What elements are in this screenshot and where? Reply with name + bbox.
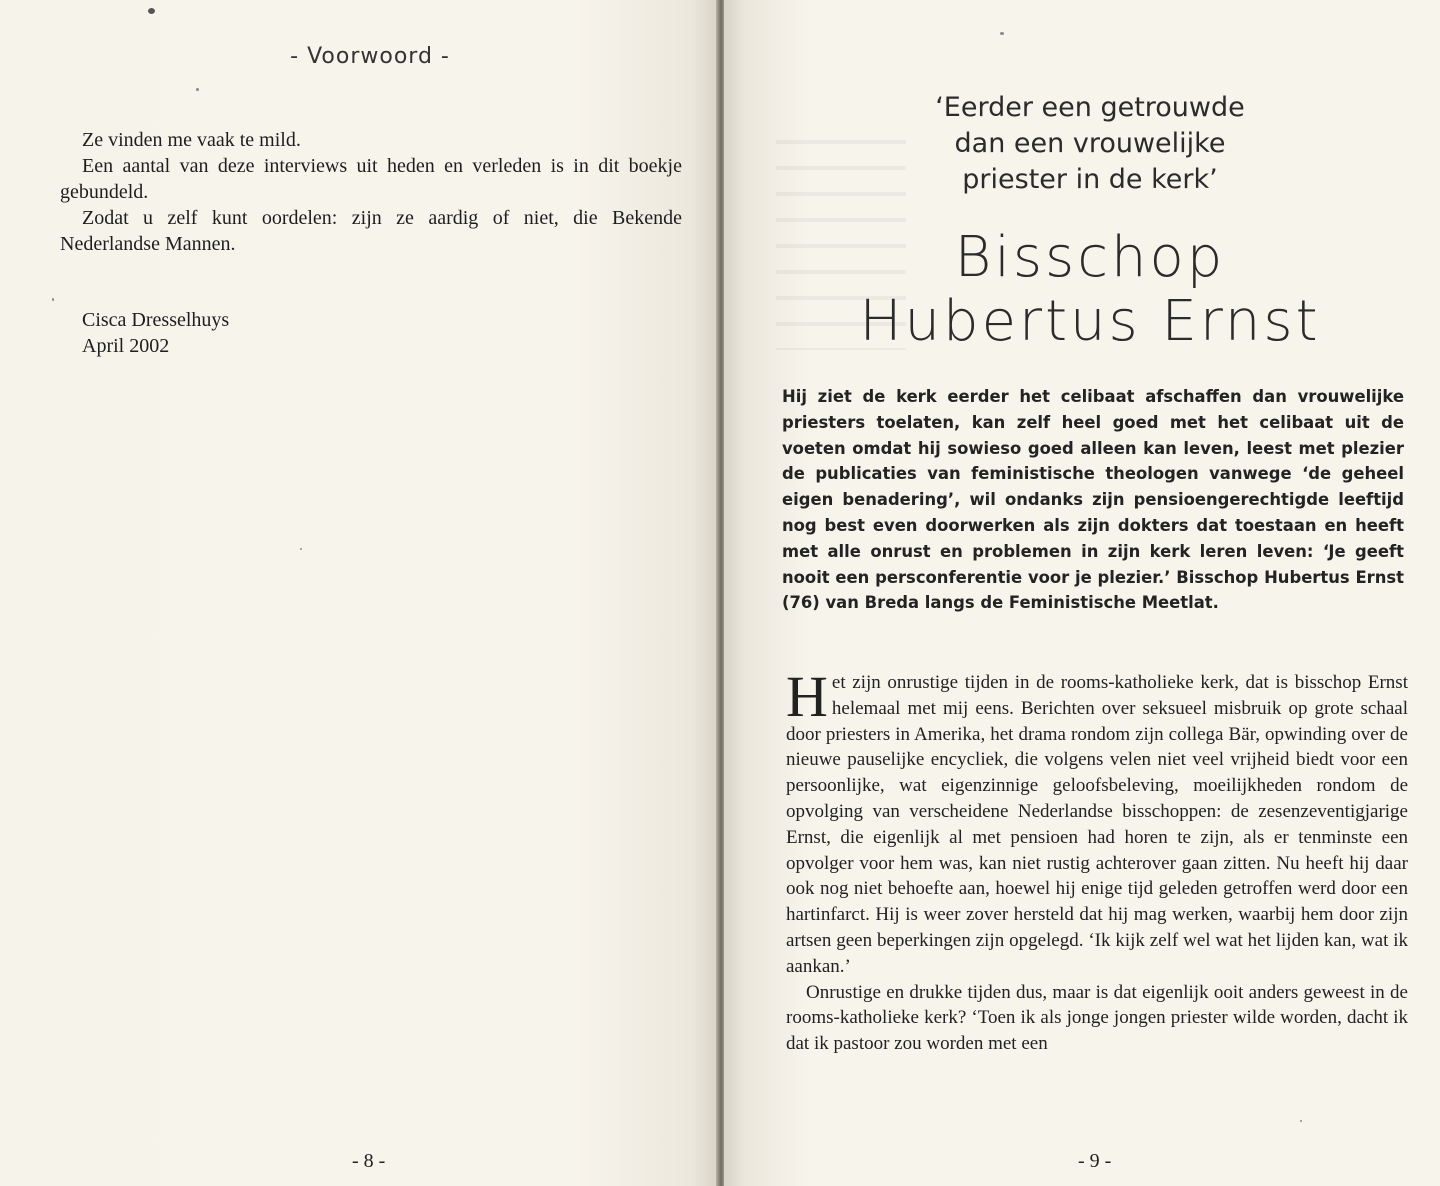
title-line: Hubertus Ernst <box>859 289 1321 354</box>
foreword-paragraph: Zodat u zelf kunt oordelen: zijn ze aardig of niet, die Bekende Nederlandse Mannen. <box>60 207 682 255</box>
chapter-body <box>786 664 1408 1057</box>
author-name: Cisca Dresselhuys <box>82 309 230 331</box>
page-number-right: - 9 - <box>1078 1150 1112 1172</box>
foreword-paragraph: Ze vinden me vaak te mild. <box>82 129 301 151</box>
paper-speck <box>300 548 302 550</box>
title-line: Bisschop <box>954 225 1226 290</box>
page-number-left: - 8 - <box>352 1150 386 1172</box>
chapter-subtitle <box>900 90 1280 198</box>
paper-speck <box>196 88 199 91</box>
paper-speck <box>148 8 155 14</box>
subtitle-line: dan een vrouwelijke <box>954 128 1226 159</box>
paper-speck <box>1000 32 1004 35</box>
subtitle-line: priester in de kerk’ <box>962 164 1218 195</box>
body-paragraph <box>786 664 1408 980</box>
paper-speck <box>1300 1120 1302 1122</box>
left-page <box>0 0 718 1186</box>
signature-date: April 2002 <box>82 335 170 357</box>
signature-block <box>82 307 229 359</box>
running-head: - Voorwoord - <box>290 44 450 69</box>
foreword-body <box>60 127 682 257</box>
chapter-title <box>820 226 1360 354</box>
subtitle-line: ‘Eerder een getrouwde <box>935 92 1245 123</box>
drop-cap: H <box>786 664 828 729</box>
chapter-intro: Hij ziet de kerk eerder het celibaat afschaffen dan vrouwelijke priesters toelaten, kan zelf heel goed met het celibaat uit de voeten omdat hij sowieso goed alleen kan leven, leest met plezier de publicaties van feministische theologen vanwege ‘de geheel eigen benadering’, wil ondanks zijn pensioengerechtigde leeftijd nog best even doorwerken als zijn dokters dat toestaan en heeft met alle onrust en problemen in zijn kerk leren leven: ‘Je geeft nooit een persconferentie voor je plezier.’ Bisschop Hubertus Ernst (76) van Breda langs de Feministische Meetlat. <box>782 387 1404 613</box>
paper-speck <box>52 298 54 301</box>
body-paragraph: Onrustige en drukke tijden dus, maar is dat eigenlijk ooit anders geweest in de rooms-katholieke kerk? ‘Toen ik als jonge jongen priester wilde worden, dacht ik dat ik pastoor zou worden met een <box>786 981 1408 1055</box>
foreword-paragraph: Een aantal van deze interviews uit heden en verleden is in dit boekje gebundeld. <box>60 155 682 203</box>
paragraph-text: et zijn onrustige tijden in de rooms-katholieke kerk, dat is bisschop Ernst helemaal met mij eens. Berichten over seksueel misbruik op grote schaal door priesters in Amerika, het drama rondom zijn collega Bär, opwinding over de nieuwe pauselijke encycliek, die volgens velen niet veel vrijheid biedt voor een persoonlijke, wat eigenzinnige geloofsbeleving, moeilijkheden rondom de opvolging van verscheidene Nederlandse bisschoppen: de zesenzeventigjarige Ernst, die eigenlijk al met pensioen had horen te zijn, als er tenminste een opvolger voor hem was, kan niet rustig achterover gaan zitten. Nu heeft hij daar ook nog niet behoefte aan, hoewel hij enige tijd geleden getroffen werd door een hartinfarct. Hij is weer zover hersteld dat hij mag werken, waarbij hem door zijn artsen geen beperkingen zijn opgelegd. ‘Ik kijk zelf wel wat het lijden kan, wat ik aankan.’ <box>786 672 1408 977</box>
